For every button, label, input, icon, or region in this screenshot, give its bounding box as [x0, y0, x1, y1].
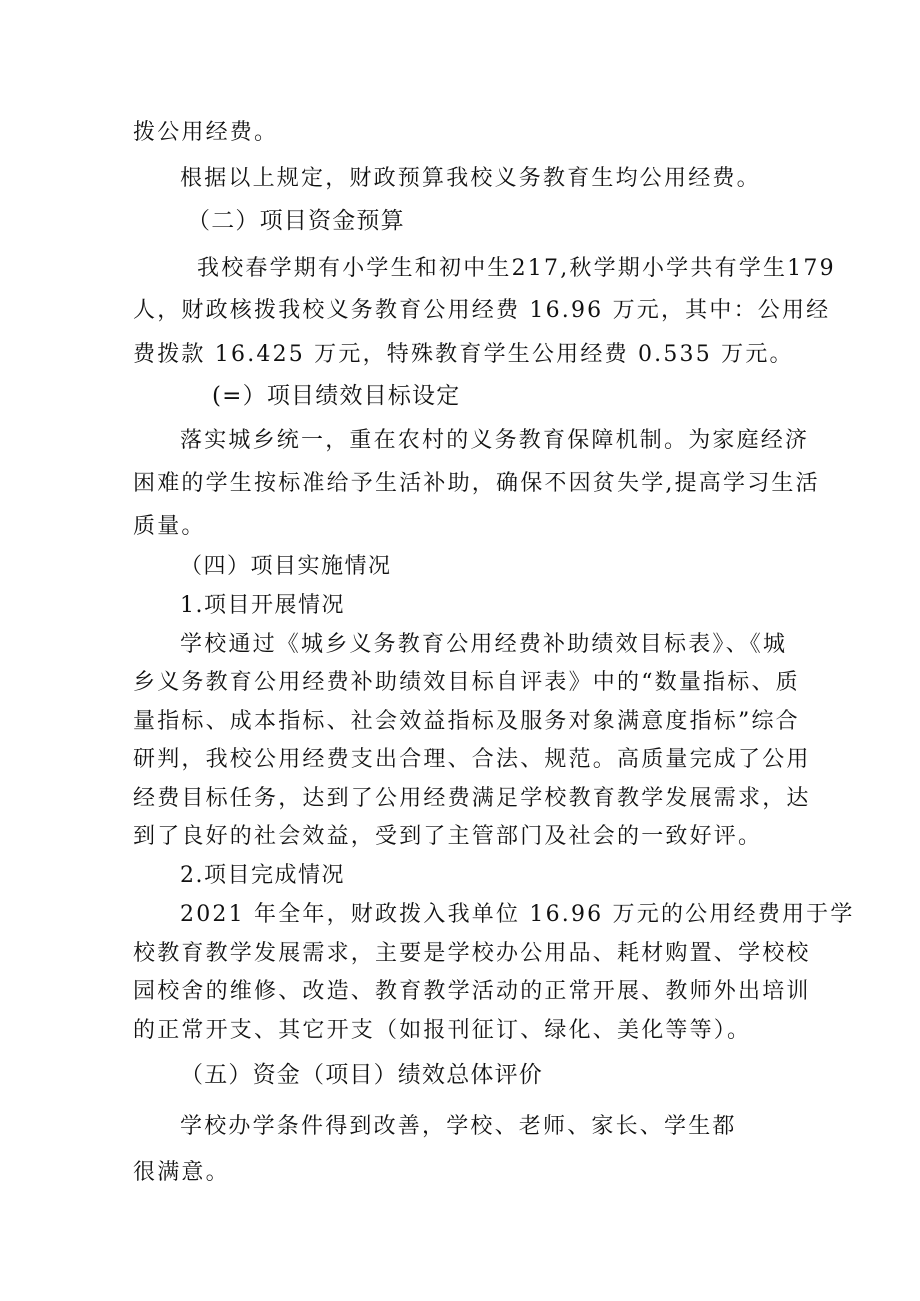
paragraph-line: 费拨款 16.425 万元，特殊教育学生公用经费 0.535 万元。 — [133, 342, 794, 367]
paragraph-line: 落实城乡统一，重在农村的义务教育保障机制。为家庭经济 — [180, 428, 810, 453]
section-heading-4: （四）项目实施情况 — [180, 554, 392, 579]
section-heading-2: （二）项目资金预算 — [187, 208, 405, 234]
paragraph-line: 很满意。 — [133, 1160, 230, 1185]
paragraph-line: 乡义务教育公用经费补助绩效目标自评表》中的“数量指标、质 — [133, 670, 800, 695]
paragraph-line: 经费目标任务，达到了公用经费满足学校教育教学发展需求，达 — [133, 786, 811, 811]
paragraph-line: 的正常开支、其它开支（如报刊征订、绿化、美化等等）。 — [133, 1018, 752, 1043]
paragraph-line: 到了良好的社会效益，受到了主管部门及社会的一致好评。 — [133, 824, 763, 849]
section-heading-3: (=）项目绩效目标设定 — [212, 383, 461, 409]
paragraph-line: 校教育教学发展需求，主要是学校办公用品、耗材购置、学校校 — [133, 941, 811, 966]
paragraph-line: 园校舍的维修、改造、教育教学活动的正常开展、教师外出培训 — [133, 979, 811, 1004]
paragraph-line: 学校办学条件得到改善，学校、老师、家长、学生都 — [180, 1114, 737, 1139]
subsection-heading-1: 1.项目开展情况 — [180, 593, 345, 618]
paragraph-line: 我校春学期有小学生和初中生217,秋学期小学共有学生179 — [197, 256, 836, 281]
paragraph-line: 学校通过《城乡义务教育公用经费补助绩效目标表》、《城 — [180, 632, 788, 657]
paragraph-line: 研判，我校公用经费支出合理、合法、规范。高质量完成了公用 — [133, 747, 811, 772]
paragraph-line: 根据以上规定，财政预算我校义务教育生均公用经费。 — [180, 166, 761, 191]
paragraph-line: 人，财政核拨我校义务教育公用经费 16.96 万元，其中：公用经 — [133, 298, 831, 323]
paragraph-line: 量指标、成本指标、社会效益指标及服务对象满意度指标”综合 — [133, 709, 800, 734]
subsection-heading-2: 2.项目完成情况 — [180, 863, 345, 888]
paragraph-line: 2021 年全年，财政拨入我单位 16.96 万元的公用经费用于学 — [180, 902, 855, 927]
paragraph-line: 质量。 — [133, 514, 206, 539]
paragraph-line: 拨公用经费。 — [133, 120, 279, 145]
paragraph-line: 困难的学生按标准给予生活补助，确保不因贫失学,提高学习生活 — [133, 471, 820, 496]
section-heading-5: （五）资金（项目）绩效总体评价 — [180, 1062, 543, 1088]
